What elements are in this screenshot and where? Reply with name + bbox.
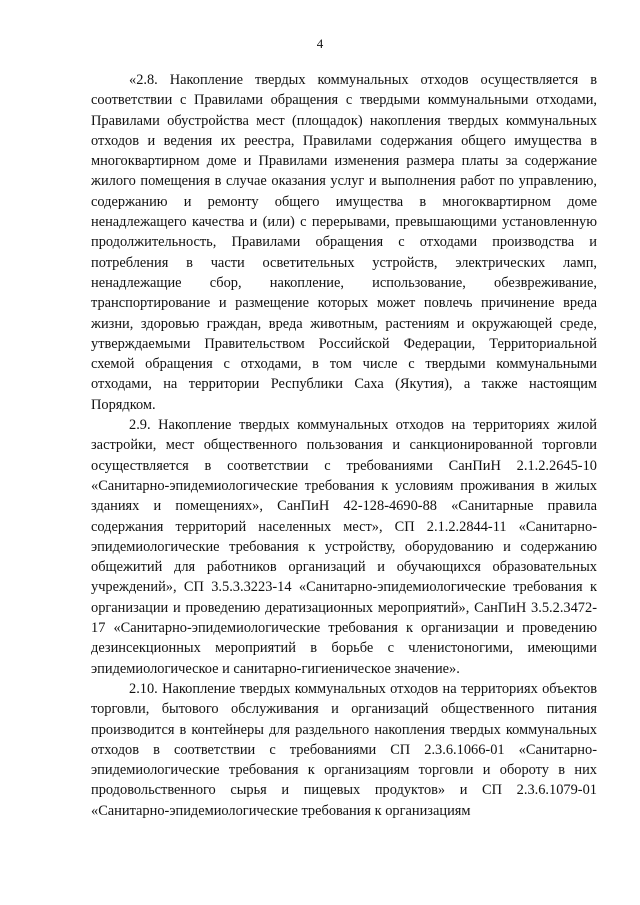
document-body: [91, 70, 597, 821]
paragraph-2-8: «2.8. Накопление твердых коммунальных отходов осуществляется в соответствии с Правилами обращения с твердыми коммунальными отходами, Правилами обустройства мест (площадок) накопления твердых коммунальных отходов и ведения их реестра, Правилами содержания общего имущества в многоквартирном доме и Правилами изменения размера платы за содержание жилого помещения в случае оказания услуг и выполнения работ по управлению, содержанию и ремонту общего имущества в многоквартирном доме ненадлежащего качества и (или) с перерывами, превышающими установленную продолжительность, Правилами обращения с отходами производства и потребления в части осветительных устройств, электрических ламп, ненадлежащие сбор, накопление, использование, обезвреживание, транспортирование и размещение которых может повлечь причинение вреда жизни, здоровью граждан, вреда животным, растениям и окружающей среде, утверждаемыми Правительством Российской Федерации, Территориальной схемой обращения с отходами, в том числе с твердыми коммунальными отходами, на территории Республики Саха (Якутия), а также настоящим Порядком.: [91, 72, 597, 413]
paragraph-2-9: 2.9. Накопление твердых коммунальных отходов на территориях жилой застройки, мест общественного пользования и санкционированной торговли осуществляется в соответствии с требованиями СанПиН 2.1.2.2645-10 «Санитарно-эпидемиологические требования к условиям проживания в жилых зданиях и помещениях», СанПиН 42-128-4690-88 «Санитарные правила содержания территорий населенных мест», СП 2.1.2.2844-11 «Санитарно-эпидемиологические требования к устройству, оборудованию и содержанию общежитий для работников организаций и обучающихся образовательных учреждений», СП 3.5.3.3223-14 «Санитарно-эпидемиологические требования к организации и проведению дератизационных мероприятий», СанПиН 3.5.2.3472-17 «Санитарно-эпидемиологические требования к организации и проведению дезинсекционных мероприятий в борьбе с членистоногими, имеющими эпидемиологическое и санитарно-гигиеническое значение».: [91, 417, 597, 677]
page-number: 4: [316, 36, 324, 51]
paragraph-2-10: 2.10. Накопление твердых коммунальных отходов на территориях объектов торговли, бытового обслуживания и организаций общественного питания производится в контейнеры для раздельного накопления твердых коммунальных отходов в соответствии с требованиями СП 2.3.6.1066-01 «Санитарно-эпидемиологические требования к организациям торговли и обороту в них продовольственного сырья и пищевых продуктов» и СП 2.3.6.1079-01 «Санитарно-эпидемиологические требования к организациям: [91, 680, 597, 819]
